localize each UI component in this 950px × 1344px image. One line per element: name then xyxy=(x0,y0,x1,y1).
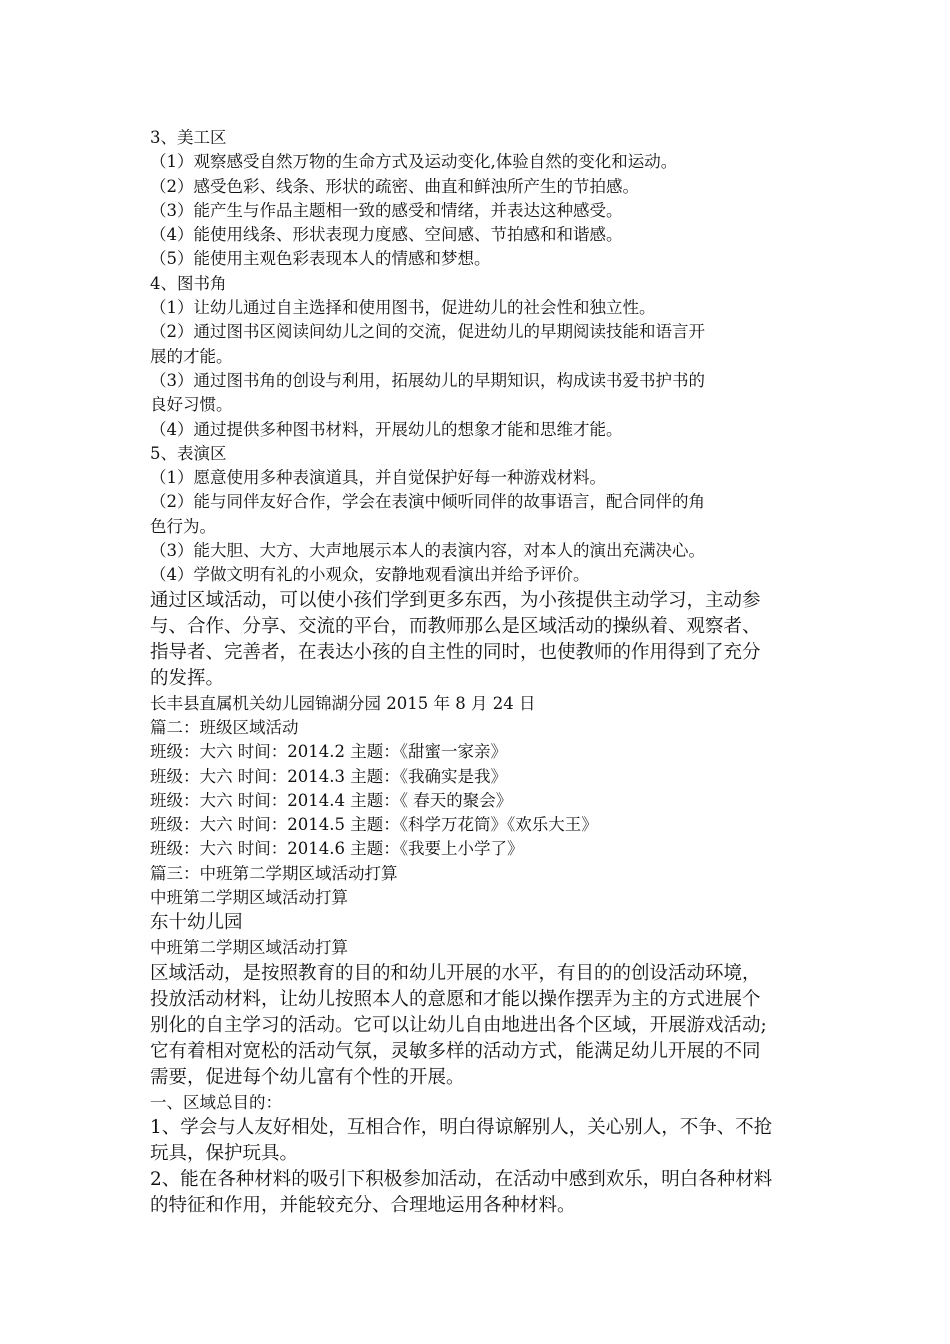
text-line: （4）通过提供多种图书材料，开展幼儿的想象才能和思维才能。 xyxy=(150,419,623,439)
text-line: 班级：大六 时间：2014.6 主题：《我要上小学了》 xyxy=(150,839,524,859)
text-line: 4、图书角 xyxy=(150,273,227,293)
text-line: （2）感受色彩、线条、形状的疏密、曲直和鲜浊所产生的节拍感。 xyxy=(150,176,639,196)
text-line: 指导者、完善者，在表达小孩的自主性的同时，也使教师的作用得到了充分 xyxy=(150,641,761,663)
text-line: 良好习惯。 xyxy=(150,395,233,415)
text-line: 中班第二学期区域活动打算 xyxy=(150,888,348,908)
text-line: 别化的自主学习的活动。它可以让幼儿自由地进出各个区域，开展游戏活动; xyxy=(150,1014,767,1036)
text-line: 它有着相对宽松的活动气氛，灵敏多样的活动方式，能满足幼儿开展的不同 xyxy=(150,1040,761,1062)
text-line: （4）能使用线条、形状表现力度感、空间感、节拍感和和谐感。 xyxy=(150,225,623,245)
text-line: （5）能使用主观色彩表现本人的情感和梦想。 xyxy=(150,249,491,269)
text-line: 的发挥。 xyxy=(150,667,225,689)
text-line: （3）能产生与作品主题相一致的感受和情绪，并表达这种感受。 xyxy=(150,200,623,220)
text-line: 东十幼儿园 xyxy=(150,912,243,934)
text-line: 通过区域活动，可以使小孩们学到更多东西，为小孩提供主动学习，主动参 xyxy=(150,589,761,611)
text-line: （4）学做文明有礼的小观众，安静地观看演出并给予评价。 xyxy=(150,565,590,585)
text-line: 中班第二学期区域活动打算 xyxy=(150,938,348,958)
text-line: 5、表演区 xyxy=(150,443,227,463)
text-line: 班级：大六 时间：2014.2 主题：《甜蜜一家亲》 xyxy=(150,742,507,762)
text-line: （3）能大胆、大方、大声地展示本人的表演内容，对本人的演出充满决心。 xyxy=(150,541,705,561)
text-line: （1）观察感受自然万物的生命方式及运动变化,体验自然的变化和运动。 xyxy=(150,152,678,172)
text-line: （2）能与同伴友好合作，学会在表演中倾听同伴的故事语言，配合同伴的角 xyxy=(150,492,705,512)
text-line: 的特征和作用，并能较充分、合理地运用各种材料。 xyxy=(150,1194,576,1216)
text-line: 展的才能。 xyxy=(150,346,233,366)
text-line: （1）让幼儿通过自主选择和使用图书，促进幼儿的社会性和独立性。 xyxy=(150,298,656,318)
text-line: 玩具，保护玩具。 xyxy=(150,1142,299,1164)
text-line: 2、能在各种材料的吸引下积极参加活动，在活动中感到欢乐，明白各种材料 xyxy=(150,1168,773,1190)
text-line: 班级：大六 时间：2014.4 主题：《 春天的聚会》 xyxy=(150,790,513,810)
text-line: 色行为。 xyxy=(150,516,216,536)
text-line: 1、学会与人友好相处，互相合作，明白得谅解别人，关心别人，不争、不抢 xyxy=(150,1116,773,1138)
text-line: （1）愿意使用多种表演道具，并自觉保护好每一种游戏材料。 xyxy=(150,468,606,488)
text-line: 区域活动，是按照教育的目的和幼儿开展的水平，有目的的创设活动环境， xyxy=(150,962,761,984)
text-line: 与、合作、分享、交流的平台，而教师那么是区域活动的操纵着、观察者、 xyxy=(150,615,761,637)
text-line: 篇二：班级区域活动 xyxy=(150,717,299,737)
text-line: 需要，促进每个幼儿富有个性的开展。 xyxy=(150,1066,465,1088)
text-line: 一、区域总目的： xyxy=(150,1092,282,1112)
text-line: 篇三：中班第二学期区域活动打算 xyxy=(150,863,398,883)
text-line: 投放活动材料，让幼儿按照本人的意愿和才能以操作摆弄为主的方式进展个 xyxy=(150,988,761,1010)
text-line: 班级：大六 时间：2014.3 主题：《我确实是我》 xyxy=(150,766,507,786)
document-page xyxy=(150,126,800,1219)
text-line: 长丰县直属机关幼儿园锦湖分园 2015 年 8 月 24 日 xyxy=(150,693,536,713)
text-line: 班级：大六 时间：2014.5 主题：《科学万花筒》《欢乐大王》 xyxy=(150,815,598,835)
text-line: 3、美工区 xyxy=(150,128,227,147)
text-line: （3）通过图书角的创设与利用，拓展幼儿的早期知识，构成读书爱书护书的 xyxy=(150,370,705,390)
text-line: （2）通过图书区阅读间幼儿之间的交流，促进幼儿的早期阅读技能和语言开 xyxy=(150,322,705,342)
